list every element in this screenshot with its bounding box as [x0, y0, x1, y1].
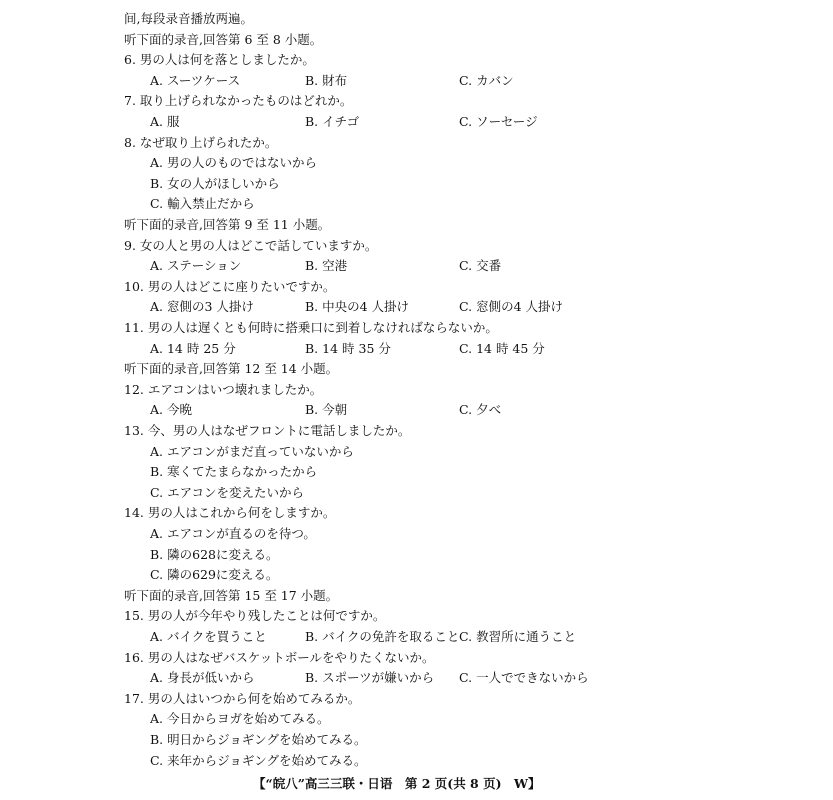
question-text: 6. 男の人は何を落としましたか。 [124, 52, 315, 68]
question-text: 11. 男の人は遅くとも何時に搭乗口に到着しなければならないか。 [124, 320, 498, 335]
answer-option: A. エアコンがまだ直っていないから [150, 443, 354, 459]
answer-option: B. 明日からジョギングを始めてみる。 [150, 732, 367, 747]
answer-option: B. 寒くてたまらなかったから [150, 464, 318, 480]
answer-option-a: A. バイクを買うこと [150, 629, 267, 644]
answer-option: C. エアコンを変えたいから [150, 484, 304, 500]
answer-option-c: C. 教習所に通うこと [459, 629, 577, 644]
page-footer: 【“皖八”高三三联・日语 第 2 页(共 8 页) W】 [253, 776, 541, 791]
answer-option-a: A. 窓側の3 人掛け [150, 299, 254, 315]
answer-option-c: C. ソーセージ [459, 114, 538, 129]
answer-option-b: B. イチゴ [305, 114, 360, 129]
answer-option-b: B. 14 時 35 分 [305, 340, 391, 356]
question-text: 8. なぜ取り上げられたか。 [124, 134, 278, 150]
answer-option-b: B. バイクの免許を取ること [305, 629, 460, 644]
question-text: 12. エアコンはいつ壊れましたか。 [124, 381, 323, 397]
section-instruction: 听下面的录音,回答第 12 至 14 小题。 [124, 361, 339, 377]
answer-option-c: C. カバン [459, 72, 514, 88]
answer-option: A. 今日からヨガを始めてみる。 [150, 711, 330, 727]
answer-option-b: B. 空港 [305, 258, 348, 274]
section-instruction: 听下面的录音,回答第 9 至 11 小题。 [124, 217, 331, 232]
answer-option: C. 隣の629に変える。 [150, 567, 279, 583]
answer-option: B. 女の人がほしいから [150, 175, 280, 191]
answer-option-c: C. 窓側の4 人掛け [459, 299, 563, 315]
question-text: 10. 男の人はどこに座りたいですか。 [124, 278, 336, 294]
answer-option: B. 隣の628に変える。 [150, 546, 279, 562]
question-text: 15. 男の人が今年やり残したことは何ですか。 [124, 608, 386, 624]
section-instruction: 听下面的录音,回答第 6 至 8 小题。 [124, 31, 323, 47]
answer-option: A. エアコンが直るのを待つ。 [150, 526, 316, 541]
answer-option-b: B. 財布 [305, 72, 348, 88]
question-text: 13. 今、男の人はなぜフロントに電話しましたか。 [124, 423, 411, 438]
answer-option-c: C. 夕べ [459, 402, 502, 418]
answer-option-c: C. 14 時 45 分 [459, 340, 545, 356]
answer-option-a: A. 14 時 25 分 [150, 340, 236, 356]
answer-option-a: A. スーツケース [150, 72, 241, 88]
intro-text: 间,每段录音播放两遍。 [124, 11, 253, 26]
answer-option: A. 男の人のものではないから [150, 155, 317, 171]
answer-option-b: B. 今朝 [305, 402, 348, 418]
answer-option-a: A. 身長が低いから [150, 670, 255, 686]
section-instruction: 听下面的录音,回答第 15 至 17 小题。 [124, 587, 339, 603]
answer-option-b: B. 中央の4 人掛け [305, 299, 410, 315]
answer-option-a: A. 服 [150, 114, 180, 129]
question-text: 17. 男の人はいつから何を始めてみるか。 [124, 690, 361, 706]
answer-option-c: C. 一人でできないから [459, 670, 589, 686]
answer-option: C. 輸入禁止だから [150, 196, 255, 212]
answer-option: C. 来年からジョギングを始めてみる。 [150, 752, 367, 768]
question-text: 14. 男の人はこれから何をしますか。 [124, 505, 336, 521]
answer-option-b: B. スポーツが嫌いから [305, 670, 435, 686]
answer-option-a: A. 今晩 [150, 402, 192, 418]
answer-option-a: A. ステーション [150, 258, 242, 274]
question-text: 9. 女の人と男の人はどこで話していますか。 [124, 237, 378, 253]
answer-option-c: C. 交番 [459, 258, 502, 274]
question-text: 7. 取り上げられなかったものはどれか。 [124, 93, 353, 109]
question-text: 16. 男の人はなぜバスケットボールをやりたくないか。 [124, 649, 435, 665]
